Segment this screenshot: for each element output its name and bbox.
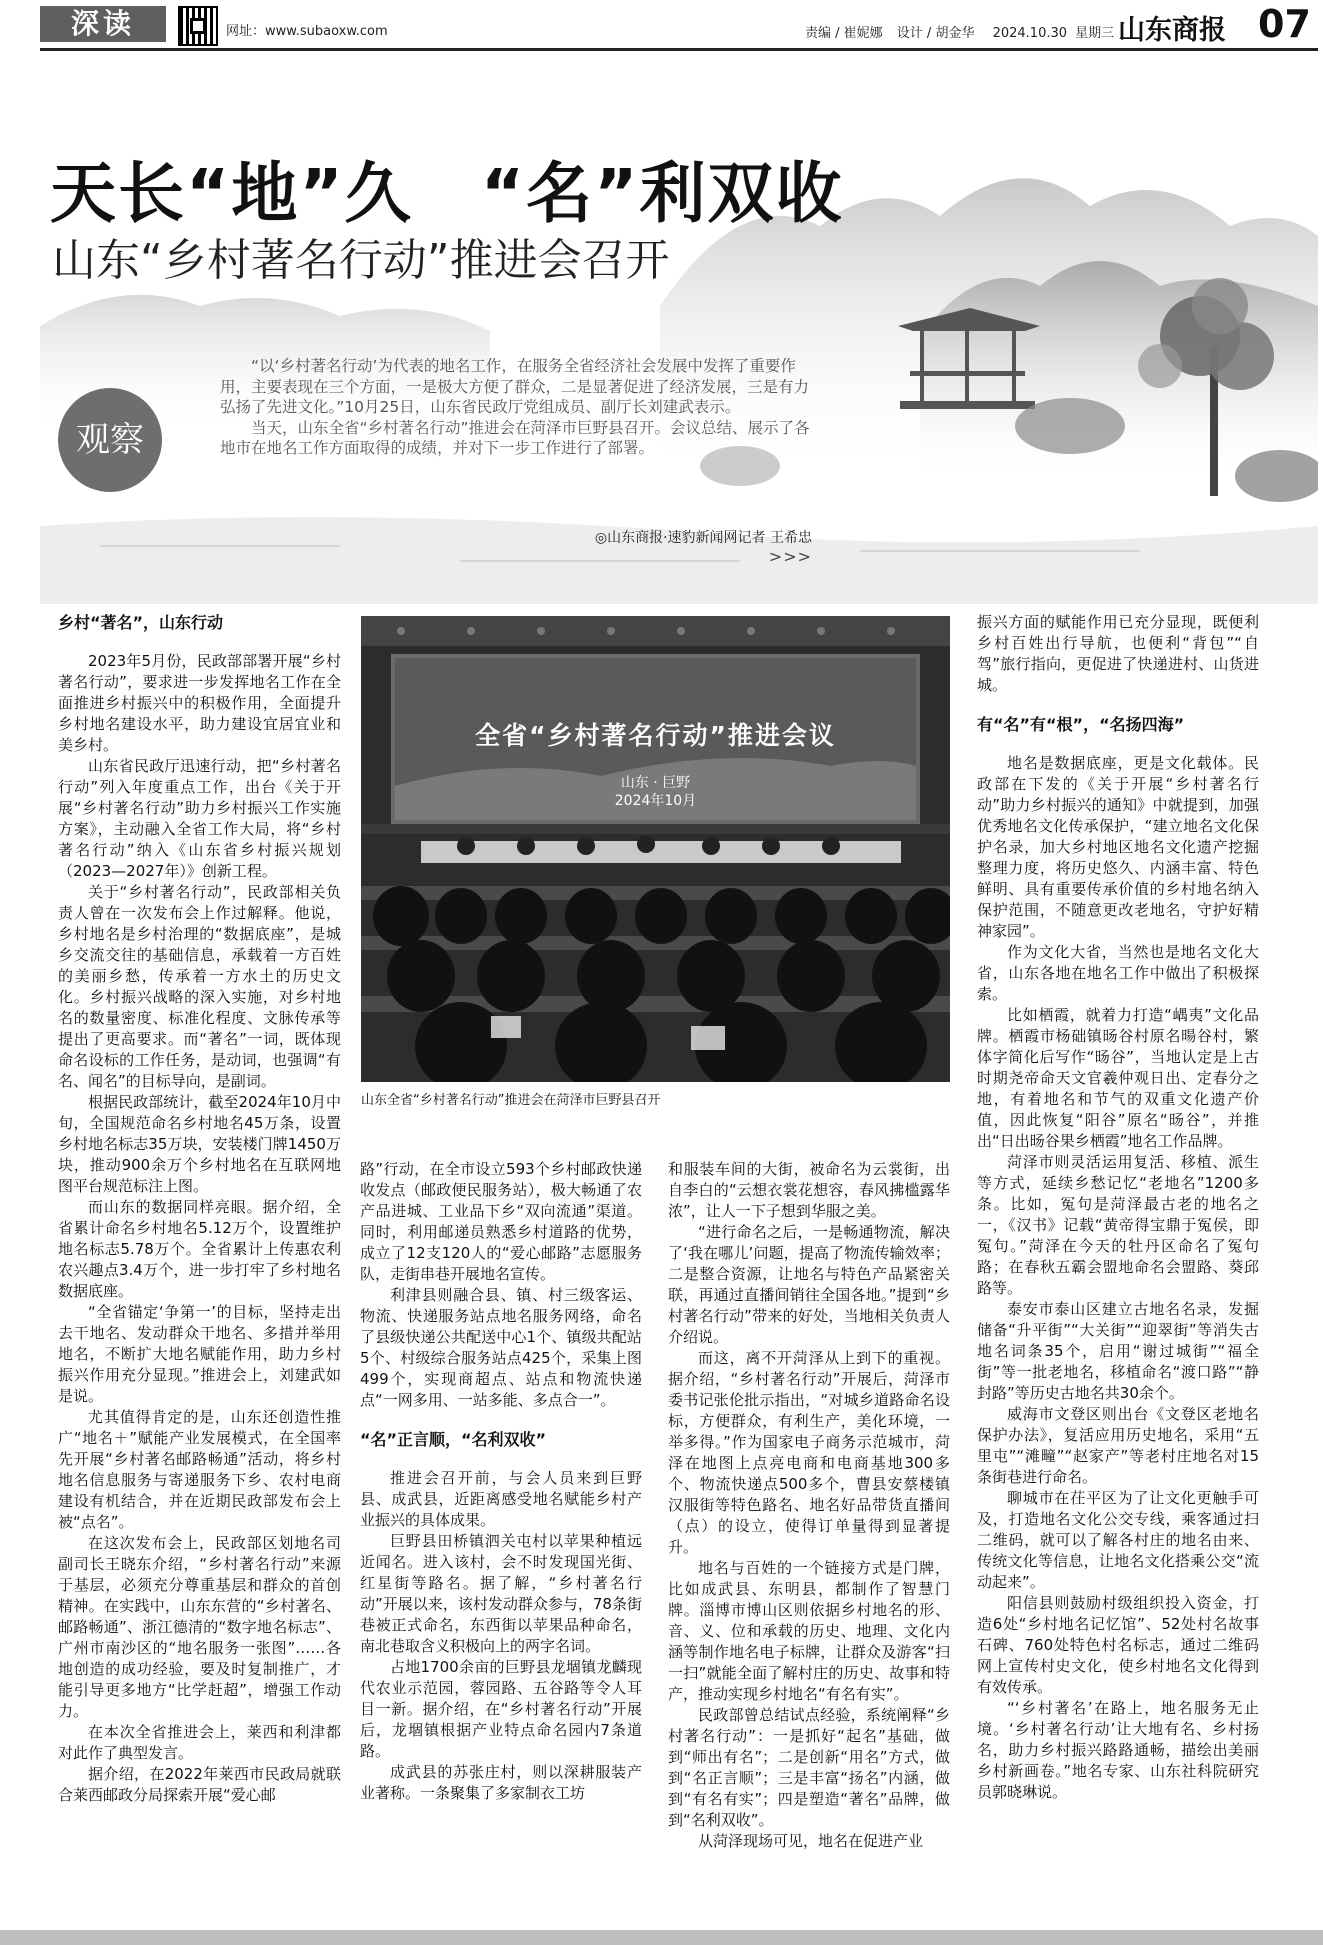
- issue-weekday: 星期三: [1075, 26, 1115, 41]
- column-1: [58, 612, 341, 1806]
- conference-photo: [361, 616, 950, 1082]
- article-title: 天长“地”久 “名”利双收: [50, 155, 844, 232]
- paragraph: “‘乡村著名’在路上，地名服务无止境。‘乡村著名行动’让大地有名、乡村扬名，助力乡村振兴路路通畅，描绘出美丽乡村新画卷。”地名专家、山东社科院研究员郭晓琳说。: [977, 1699, 1259, 1801]
- issue-date: 2024.10.30: [992, 26, 1068, 41]
- page-number: 07: [1258, 2, 1311, 46]
- paragraph: 而山东的数据同样亮眼。据介绍，全省累计命名乡村地名5.12万个，设置维护地名标志5.78万个。全省累计上传惠农利农兴趣点3.4万个，进一步打牢了乡村地名数据底座。: [58, 1198, 341, 1300]
- paragraph: 根据民政部统计，截至2024年10月中旬，全国规范命名乡村地名45万条，设置乡村地名标志35万块，安装楼门牌1450万块，推动900余万个乡村地名在互联网地图平台规范标注上图。: [58, 1093, 341, 1195]
- paragraph: 2023年5月份，民政部部署开展“乡村著名行动”，要求进一步发挥地名工作在全面推进乡村振兴中的积极作用，全面提升乡村地名建设水平，助力建设宜居宜业和美乡村。: [58, 652, 341, 754]
- paragraph: 民政部曾总结试点经验，系统阐释“乡村著名行动”：一是抓好“起名”基础，做到“师出有名”；二是创新“用名”方式，做到“名正言顺”；三是丰富“扬名”内涵，做到“有名有实”；四是塑造“著名”品牌，做到“名利双收”。: [668, 1706, 950, 1829]
- photo-screen-title: 全省“乡村著名行动”推进会议: [475, 721, 836, 750]
- qr-code-center: [190, 18, 206, 34]
- lead-paragraph: 当天，山东全省“乡村著名行动”推进会在菏泽市巨野县召开。会议总结、展示了各地市在地名工作方面取得的成绩，并对下一步工作进行了部署。: [220, 418, 810, 457]
- paragraph: “全省锚定‘争第一’的目标，坚持走出去干地名、发动群众干地名、多措并举用地名，不断扩大地名赋能作用，助力乡村振兴作用充分显现。”推进会上，刘建武如是说。: [58, 1303, 341, 1405]
- photo-screen-date: 2024年10月: [614, 793, 697, 809]
- paragraph: 泰安市泰山区建立古地名名录，发掘储备“升平街”“大关街”“迎翠街”等消失古地名词条35个，启用“谢过城街”“福全街”等一批老地名，移植命名“渡口路”“静封路”等历史古地名共30余个。: [977, 1300, 1259, 1402]
- editor: 责编 / 崔妮娜: [805, 26, 883, 41]
- column-3: [668, 1159, 950, 1852]
- paragraph: 威海市文登区则出台《文登区老地名保护办法》，复活应用历史地名，采用“五里屯”“滩疃”“赵家产”等老村庄地名对15条街巷进行命名。: [977, 1405, 1259, 1486]
- paragraph: 在本次全省推进会上，莱西和利津都对此作了典型发言。: [58, 1723, 341, 1762]
- column-2: [360, 1159, 642, 1804]
- hero-landscape-illustration: [40, 56, 1318, 604]
- paragraph: “进行命名之后，一是畅通物流，解决了‘我在哪儿’问题，提高了物流传输效率；二是整合资源，让地名与特色产品紧密关联，再通过直播间销往全国各地。”提到“乡村著名行动”带来的好处，当地相关负责人介绍说。: [668, 1223, 950, 1346]
- paragraph: 菏泽市则灵活运用复活、移植、派生等方式，延续乡愁记忆“老地名”1200多条。比如，冤句是菏泽最古老的地名之一，《汉书》记载“黄帝得宝鼎于冤侯，即冤句。”菏泽在今天的牡丹区命名了冤句路；在春秋五霸会盟地命名会盟路、葵邱路等。: [977, 1153, 1259, 1297]
- header-divider: [40, 48, 1318, 51]
- paragraph: 振兴方面的赋能作用已充分显现，既便利乡村百姓出行导航，也便利“背包”“自驾”旅行指向，更促进了快递进村、山货进城。: [977, 613, 1259, 694]
- paragraph: 山东省民政厅迅速行动，把“乡村著名行动”列入年度重点工作，出台《关于开展“乡村著名行动”助力乡村振兴工作实施方案》，主动融入全省工作大局，将“乡村著名行动”纳入《山东省乡村振兴规划（2023—2027年）》创新工程。: [58, 757, 341, 880]
- paragraph: 从菏泽现场可见，地名在促进产业: [698, 1832, 924, 1850]
- section-label: 深读: [40, 6, 166, 42]
- paragraph: 巨野县田桥镇泗关屯村以苹果种植远近闻名。进入该村，会不时发现国光街、红星街等路名。据了解，“乡村著名行动”开展以来，该村发动群众参与，78条街巷被正式命名，东西街以苹果品种命名，南北巷取含义积极向上的两字名词。: [360, 1532, 642, 1655]
- paragraph: 在这次发布会上，民政部区划地名司副司长王晓东介绍，“乡村著名行动”来源于基层，必须充分尊重基层和群众的首创精神。在实践中，山东东营的“乡村著名、邮路畅通”、浙江德清的“数字地名标志”、广州市南沙区的“地名服务一张图”……各地创造的成功经验，要及时复制推广，才能引导更多地方“比学赶超”，增强工作动力。: [58, 1534, 341, 1720]
- section-heading: 有“名”有“根”，“名扬四海”: [977, 715, 1185, 734]
- paper-name: 山东商报: [1118, 15, 1226, 46]
- paragraph: 地名与百姓的一个链接方式是门牌，比如成武县、东明县，都制作了智慧门牌。淄博市博山区则依据乡村地名的形、音、义、位和承载的历史、地理、文化内涵等制作地名电子标牌，让群众及游客“扫一扫”就能全面了解村庄的历史、故事和特产，推动实现乡村地名“有名有实”。: [668, 1559, 950, 1703]
- lead-paragraph: “以‘乡村著名行动’为代表的地名工作，在服务全省经济社会发展中发挥了重要作用，主要表现在三个方面，一是极大方便了群众，二是显著促进了经济发展，三是有力弘扬了先进文化。”10月25日，山东省民政厅党组成员、副厅长刘建武表示。: [220, 357, 810, 416]
- website-url: 网址：www.subaoxw.com: [226, 24, 388, 39]
- designer: 设计 / 胡金华: [896, 26, 975, 41]
- paragraph: 和服装车间的大街，被命名为云裳街，出自李白的“云想衣裳花想容，春风拂槛露华浓”，让人一下子想到华服之美。: [668, 1160, 950, 1220]
- column-4: [977, 612, 1259, 1803]
- continue-arrows: >>>: [768, 547, 812, 566]
- paragraph: 推进会召开前，与会人员来到巨野县、成武县，近距离感受地名赋能乡村产业振兴的具体成果。: [360, 1469, 642, 1529]
- photo-screen-place: 山东 · 巨野: [620, 775, 691, 791]
- section-heading: 乡村“著名”，山东行动: [58, 613, 224, 632]
- paragraph: 据介绍，在2022年莱西市民政局就联合莱西邮政分局探索开展“爱心邮: [58, 1765, 341, 1804]
- paragraph: 作为文化大省，当然也是地名文化大省，山东各地在地名工作中做出了积极探索。: [977, 943, 1259, 1003]
- photo-caption: 山东全省“乡村著名行动”推进会在菏泽市巨野县召开: [361, 1093, 661, 1108]
- column-badge: 观察: [58, 388, 162, 492]
- section-heading: “名”正言顺，“名利双收”: [360, 1430, 547, 1449]
- paragraph: 关于“乡村著名行动”，民政部相关负责人曾在一次发布会上作过解释。他说，乡村地名是乡村治理的“数据底座”，是城乡交流交往的基础信息，承载着一方百姓的美丽乡愁，传承着一方水土的历史文化。乡村振兴战略的深入实施，对乡村地名的数量密度、标准化程度、文脉传承等提出了更高要求。而“著名”一词，既体现命名设标的工作任务，是动词，也强调“有名、闻名”的目标导向，是副词。: [58, 883, 341, 1090]
- paragraph: 聊城市在茌平区为了让文化更触手可及，打造地名文化公交专线，乘客通过扫二维码，就可以了解各村庄的地名由来、传统文化等信息，让地名文化搭乘公交“流动起来”。: [977, 1489, 1259, 1591]
- header-meta: [805, 22, 1114, 41]
- article-lead: [220, 356, 812, 459]
- paragraph: 占地1700余亩的巨野县龙堌镇龙麟现代农业示范园，蓉园路、五谷路等令人耳目一新。据介绍，在“乡村著名行动”开展后，龙堌镇根据产业特点命名园内7条道路。: [360, 1658, 642, 1760]
- paragraph: 尤其值得肯定的是，山东还创造性推广“地名＋”赋能产业发展模式，在全国率先开展“乡村著名邮路畅通”活动，将乡村地名信息服务与寄递服务下乡、农村电商建设有机结合，并在近期民政部发布会上被“点名”。: [58, 1408, 341, 1531]
- paragraph: 阳信县则鼓励村级组织投入资金，打造6处“乡村地名记忆馆”、52处村名故事石碑、760处特色村名标志，通过二维码网上宣传村史文化，使乡村地名文化得到有效传承。: [977, 1594, 1259, 1696]
- paragraph: 地名是数据底座，更是文化载体。民政部在下发的《关于开展“乡村著名行动”助力乡村振兴的通知》中就提到，加强优秀地名文化传承保护，“建立地名文化保护名录，加大乡村地区地名文化遗产挖掘整理力度，将历史悠久、内涵丰富、特色鲜明、具有重要传承价值的乡村地名纳入保护范围，不随意更改老地名，守护好精神家园”。: [977, 754, 1259, 940]
- paragraph: 路”行动，在全市设立593个乡村邮政快递收发点（邮政便民服务站），极大畅通了农产品进城、工业品下乡“双向流通”渠道。同时，利用邮递员熟悉乡村道路的优势，成立了12支120人的“爱心邮路”志愿服务队，走街串巷开展地名宣传。: [360, 1160, 642, 1283]
- article-subtitle: 山东“乡村著名行动”推进会召开: [52, 235, 670, 286]
- byline: ◎山东商报·速豹新闻网记者 王希忠: [594, 530, 812, 546]
- footer-bar: [0, 1930, 1323, 1945]
- paragraph: 成武县的苏张庄村，则以深耕服装产业著称。一条聚集了多家制衣工坊: [360, 1763, 642, 1802]
- paragraph: 比如栖霞，就着力打造“嵎夷”文化品牌。栖霞市杨础镇旸谷村原名暘谷村，繁体字简化后写作“旸谷”，当地认定是上古时期尧帝命天文官羲仲观日出、定春分之地，有着地名和节气的双重文化遗产价值，因此恢复“阳谷”原名“旸谷”，并推出“日出旸谷果乡栖霞”地名工作品牌。: [977, 1006, 1259, 1150]
- paragraph: 利津县则融合县、镇、村三级客运、物流、快递服务站点地名服务网络，命名了县级快递公共配送中心1个、镇级共配站5个、村级综合服务站点425个，采集上图499个，实现商超点、站点和物流快递点“一网多用、一站多能、多点合一”。: [360, 1286, 642, 1409]
- paragraph: 而这，离不开菏泽从上到下的重视。据介绍，“乡村著名行动”开展后，菏泽市委书记张伦批示指出，“对城乡道路命名设标，方便群众，有利生产，美化环境，一举多得。”作为国家电子商务示范城市，菏泽在地图上点亮电商和电商基地300多个、物流快递点500多个，曹县安蔡楼镇汉服街等特色路名、地名好品带货直播间（点）的设立，使得订单量得到显著提升。: [668, 1349, 950, 1556]
